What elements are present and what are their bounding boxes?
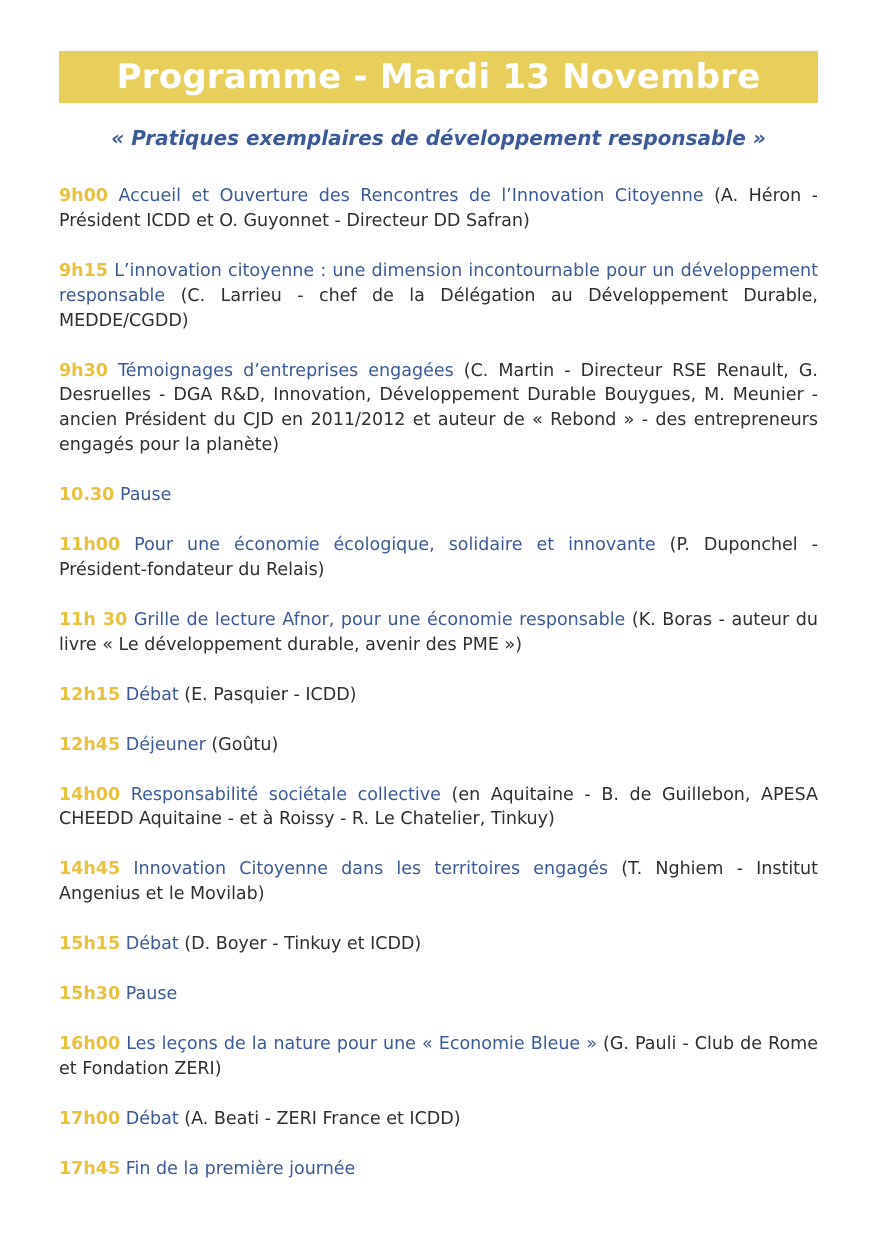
entry-speakers: (C. Larrieu - chef de la Délégation au Développement Durable, MEDDE/CGDD) bbox=[59, 285, 818, 331]
entry-time: 14h00 bbox=[59, 784, 121, 805]
entry-time: 9h00 bbox=[59, 186, 108, 206]
entry-topic: Débat bbox=[125, 684, 179, 705]
entry-speakers: (Goûtu) bbox=[211, 734, 279, 755]
entry-topic: Pause bbox=[119, 485, 172, 506]
entry-time: 11h00 bbox=[59, 535, 121, 556]
entry-topic: L’innovation citoyenne : une dimension incontournable pour un développement responsable bbox=[59, 260, 818, 306]
program-entry bbox=[59, 483, 818, 508]
entry-time: 17h00 bbox=[59, 1108, 121, 1129]
entry-topic: Débat bbox=[125, 934, 179, 955]
entry-speakers: (T. Nghiem - Institut Angenius et le Movilab) bbox=[59, 859, 818, 905]
entry-time: 15h30 bbox=[59, 984, 121, 1005]
entry-time: 14h45 bbox=[59, 859, 121, 880]
program-entry bbox=[59, 184, 818, 234]
entry-time: 12h15 bbox=[59, 684, 121, 705]
program-list bbox=[59, 184, 818, 1182]
entry-speakers: (E. Pasquier - ICDD) bbox=[184, 684, 357, 705]
program-entry bbox=[59, 733, 818, 758]
entry-speakers: (A. Héron - Président ICDD et O. Guyonnet - Directeur DD Safran) bbox=[59, 186, 818, 231]
title-banner bbox=[59, 51, 818, 103]
program-entry bbox=[59, 857, 818, 907]
entry-topic: Pause bbox=[125, 984, 178, 1005]
entry-time: 10.30 bbox=[59, 485, 115, 506]
program-entry bbox=[59, 1157, 818, 1182]
program-entry bbox=[59, 1032, 818, 1082]
entry-speakers: (A. Beati - ZERI France et ICDD) bbox=[184, 1108, 461, 1129]
program-entry bbox=[59, 359, 818, 459]
entry-topic: Grille de lecture Afnor, pour une économie responsable bbox=[133, 609, 626, 630]
entry-time: 11h 30 bbox=[59, 609, 128, 630]
entry-topic: Accueil et Ouverture des Rencontres de l’Innovation Citoyenne bbox=[118, 186, 704, 206]
page-title: Programme - Mardi 13 Novembre bbox=[116, 57, 761, 97]
entry-topic: Fin de la première journée bbox=[125, 1158, 356, 1179]
entry-time: 12h45 bbox=[59, 734, 121, 755]
entry-topic: Pour une économie écologique, solidaire et innovante bbox=[134, 535, 656, 556]
program-entry bbox=[59, 982, 818, 1007]
entry-time: 15h15 bbox=[59, 934, 121, 955]
entry-topic: Les leçons de la nature pour une « Economie Bleue » bbox=[126, 1033, 597, 1054]
program-entry bbox=[59, 1107, 818, 1132]
program-entry bbox=[59, 259, 818, 334]
entry-topic: Déjeuner bbox=[125, 734, 206, 755]
entry-topic: Débat bbox=[125, 1108, 179, 1129]
entry-topic: Responsabilité sociétale collective bbox=[130, 784, 441, 805]
entry-speakers: (P. Duponchel - Président-fondateur du Relais) bbox=[59, 535, 818, 580]
entry-speakers: (K. Boras - auteur du livre « Le développement durable, avenir des PME ») bbox=[59, 609, 818, 655]
entry-topic: Témoignages d’entreprises engagées bbox=[118, 360, 454, 381]
program-entry bbox=[59, 783, 818, 833]
entry-time: 9h15 bbox=[59, 260, 108, 281]
program-entry bbox=[59, 533, 818, 583]
entry-time: 16h00 bbox=[59, 1033, 121, 1054]
entry-speakers: (C. Martin - Directeur RSE Renault, G. Desruelles - DGA R&D, Innovation, Développement Durable Bouygues, M. Meunier - ancien Président du CJD en 2011/2012 et auteur de « Rebond » - des entrepreneurs engagés pour la planète) bbox=[59, 360, 818, 456]
entry-speakers: (G. Pauli - Club de Rome et Fondation ZERI) bbox=[59, 1033, 818, 1079]
entry-speakers: (en Aquitaine - B. de Guillebon, APESA CHEEDD Aquitaine - et à Roissy - R. Le Chatelier, Tinkuy) bbox=[59, 784, 819, 830]
entry-topic: Innovation Citoyenne dans les territoires engagés bbox=[133, 859, 608, 880]
program-entry bbox=[59, 683, 818, 708]
page-subtitle: « Pratiques exemplaires de développement responsable » bbox=[111, 126, 766, 150]
entry-time: 9h30 bbox=[59, 360, 108, 381]
program-entry bbox=[59, 608, 818, 658]
entry-time: 17h45 bbox=[59, 1158, 121, 1179]
entry-speakers: (D. Boyer - Tinkuy et ICDD) bbox=[184, 934, 422, 955]
program-entry bbox=[59, 932, 818, 957]
